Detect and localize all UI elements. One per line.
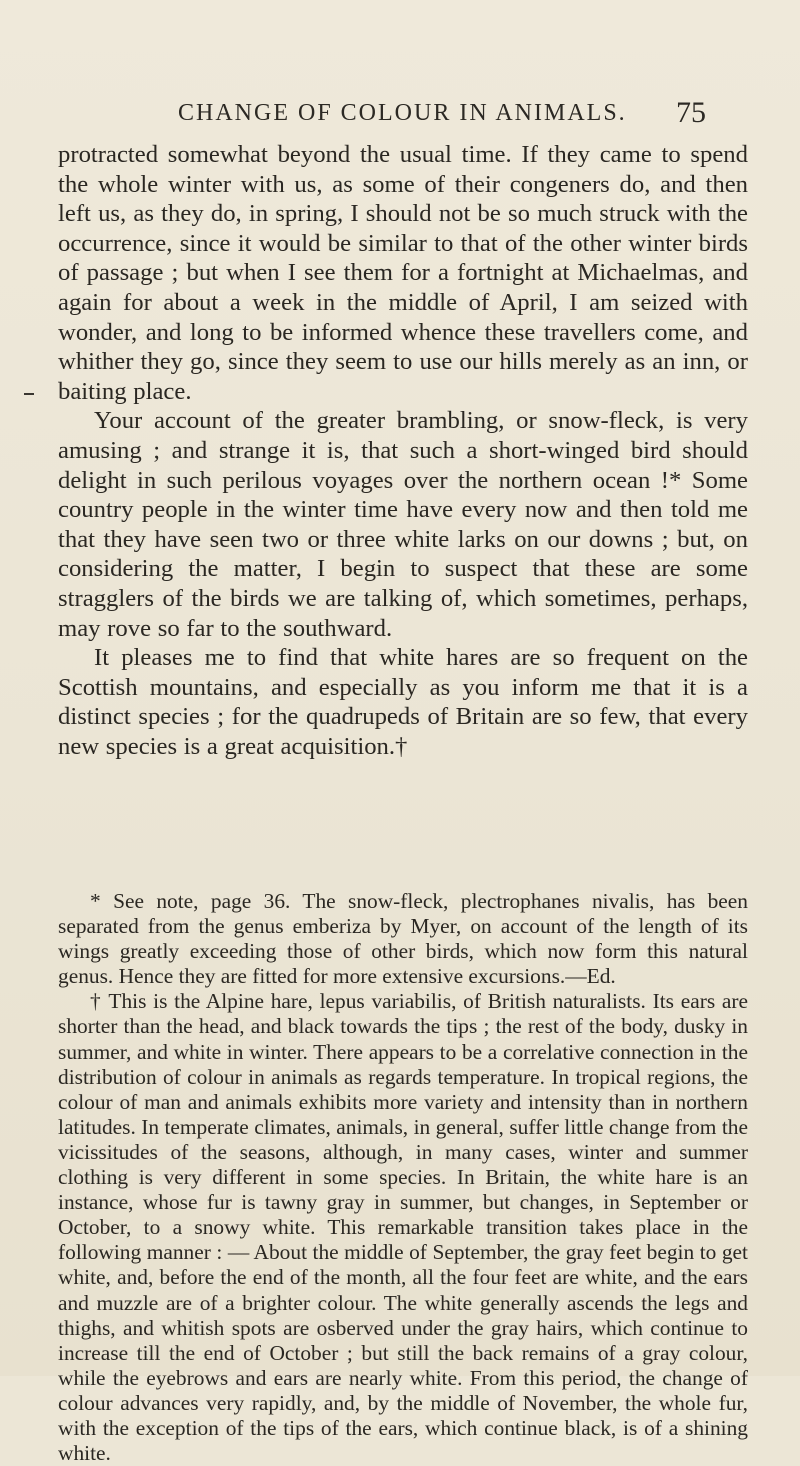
paragraph: protracted somewhat beyond the usual time. If they came to spend the whole winter with us, as some of their congeners do, and then left us, as they do, in spring, I should not be so much struck with the occurrence, since it would be similar to that of the other winter birds of passage ; but when I see them for a fortnight at Michaelmas, and again for about a week in the middle of April, I am seized with wonder, and long to be informed whence these travellers come, and whither they go, since they seem to use our hills merely as an inn, or baiting place. — [58, 141, 748, 405]
main-text — [58, 140, 748, 761]
footnote: * See note, page 36. The snow-fleck, plectrophanes nivalis, has been separated from the genus emberiza by Myer, on account of the length of its wings greatly exceeding those of other birds, which now form this natural genus. Hence they are fitted for more extensive excursions.—Ed. — [58, 889, 748, 989]
footnote: † This is the Alpine hare, lepus variabilis, of British naturalists. Its ears are shorter than the head, and black towards the tips ; the rest of the body, dusky in summer, and white in winter. There appears to be a correlative connection in the distribution of colour in animals as regards temperature. In tropical regions, the colour of man and animals exhibits more variety and intensity than in northern latitudes. In temperate climates, animals, in general, suffer little change from the vicissitudes of the seasons, although, in many cases, winter and summer clothing is very different in some species. In Britain, the white hare is an instance, whose fur is tawny gray in summer, but changes, in September or October, to a snowy white. This remarkable transition takes place in the following manner : — About the middle of September, the gray feet begin to get white, and, before the end of the month, all the four feet are white, and the ears and muzzle are of a brighter colour. The white generally ascends the legs and thighs, and whitish spots are osberved under the gray hairs, which continue to increase till the end of October ; but still the back remains of a gray colour, while the eyebrows and ears are nearly white. From this period, the change of colour advances very rapidly, and, by the middle of November, the whole fur, with the exception of the tips of the ears, which continue black, is of a shining white. — [58, 989, 748, 1466]
margin-mark — [24, 393, 34, 395]
paragraph: Your account of the greater brambling, or snow-fleck, is very amusing ; and strange it is, that such a short-winged bird should delight in such perilous voyages over the northern ocean !* Some country people in the winter time have every now and then told me that they have seen two or three white larks on our downs ; but, on considering the matter, I begin to suspect that these are some stragglers of the birds we are talking of, which sometimes, perhaps, may rove so far to the southward. — [58, 407, 748, 642]
page-number: 75 — [676, 96, 706, 129]
running-head: CHANGE OF COLOUR IN ANIMALS. — [178, 100, 627, 126]
footnotes — [58, 889, 748, 1466]
paragraph: It pleases me to find that white hares are so frequent on the Scottish mountains, and especially as you inform me that it is a distinct species ; for the quadrupeds of Britain are so few, that every new species is a great acquisition.† — [58, 644, 748, 760]
page-header — [0, 98, 800, 130]
